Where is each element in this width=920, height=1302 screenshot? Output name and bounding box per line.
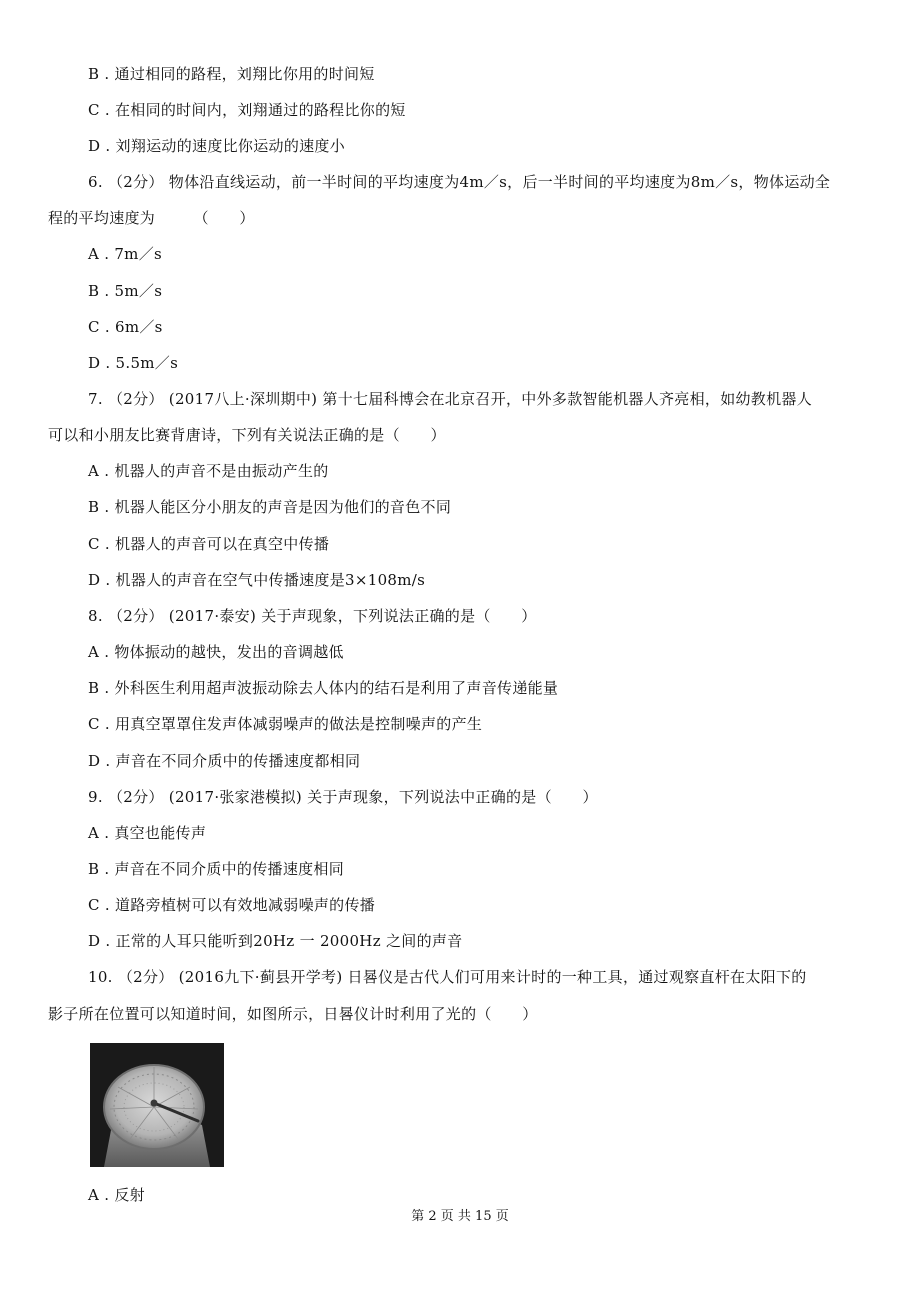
q8-option-c: C . 用真空罩罩住发声体减弱噪声的做法是控制噪声的产生 — [88, 715, 483, 733]
q6-option-c: C . 6m／s — [88, 318, 163, 336]
q10-stem-line1: 10. （2分） (2016九下·蓟县开学考) 日晷仪是古代人们可用来计时的一种工具，通过观察直杆在太阳下的 — [88, 968, 807, 986]
q5-option-b: B . 通过相同的路程，刘翔比你用的时间短 — [88, 65, 375, 83]
q9-option-d: D . 正常的人耳只能听到20Hz 一 2000Hz 之间的声音 — [88, 932, 463, 950]
q5-option-d: D . 刘翔运动的速度比你运动的速度小 — [88, 137, 346, 155]
q9-option-b: B . 声音在不同介质中的传播速度相同 — [88, 860, 345, 878]
q7-stem-line1: 7. （2分） (2017八上·深圳期中) 第十七届科博会在北京召开，中外多款智能机器人齐亮相，如幼教机器人 — [88, 390, 813, 408]
q10-option-a: A . 反射 — [88, 1186, 145, 1204]
q6-option-b: B . 5m／s — [88, 282, 163, 300]
q5-option-c: C . 在相同的时间内，刘翔通过的路程比你的短 — [88, 101, 406, 119]
q8-option-b: B . 外科医生利用超声波振动除去人体内的结石是利用了声音传递能量 — [88, 679, 559, 697]
q6-stem-line2: 程的平均速度为 （ ） — [48, 209, 255, 227]
q9-option-c: C . 道路旁植树可以有效地减弱噪声的传播 — [88, 896, 376, 914]
q7-stem-line2: 可以和小朋友比赛背唐诗，下列有关说法正确的是（ ） — [48, 426, 446, 444]
q9-stem: 9. （2分） (2017·张家港模拟) 关于声现象，下列说法中正确的是（ ） — [88, 788, 598, 806]
q8-option-a: A . 物体振动的越快，发出的音调越低 — [88, 643, 344, 661]
page-footer: 第 2 页 共 15 页 — [411, 1209, 509, 1224]
q7-option-b: B . 机器人能区分小朋友的声音是因为他们的音色不同 — [88, 498, 452, 516]
q9-option-a: A . 真空也能传声 — [88, 824, 207, 842]
q6-stem-line1: 6. （2分） 物体沿直线运动，前一半时间的平均速度为4m／s，后一半时间的平均速度为8m／s，物体运动全 — [88, 173, 831, 191]
q7-option-c: C . 机器人的声音可以在真空中传播 — [88, 535, 330, 553]
q6-option-a: A . 7m／s — [88, 245, 163, 263]
q8-option-d: D . 声音在不同介质中的传播速度都相同 — [88, 752, 361, 770]
q7-option-d: D . 机器人的声音在空气中传播速度是3×108m/s — [88, 571, 426, 589]
q7-option-a: A . 机器人的声音不是由振动产生的 — [88, 462, 329, 480]
sundial-photo — [90, 1043, 224, 1167]
q8-stem: 8. （2分） (2017·泰安) 关于声现象，下列说法正确的是（ ） — [88, 607, 537, 625]
q10-stem-line2: 影子所在位置可以知道时间，如图所示，日晷仪计时利用了光的（ ） — [48, 1005, 538, 1023]
q6-option-d: D . 5.5m／s — [88, 354, 179, 372]
